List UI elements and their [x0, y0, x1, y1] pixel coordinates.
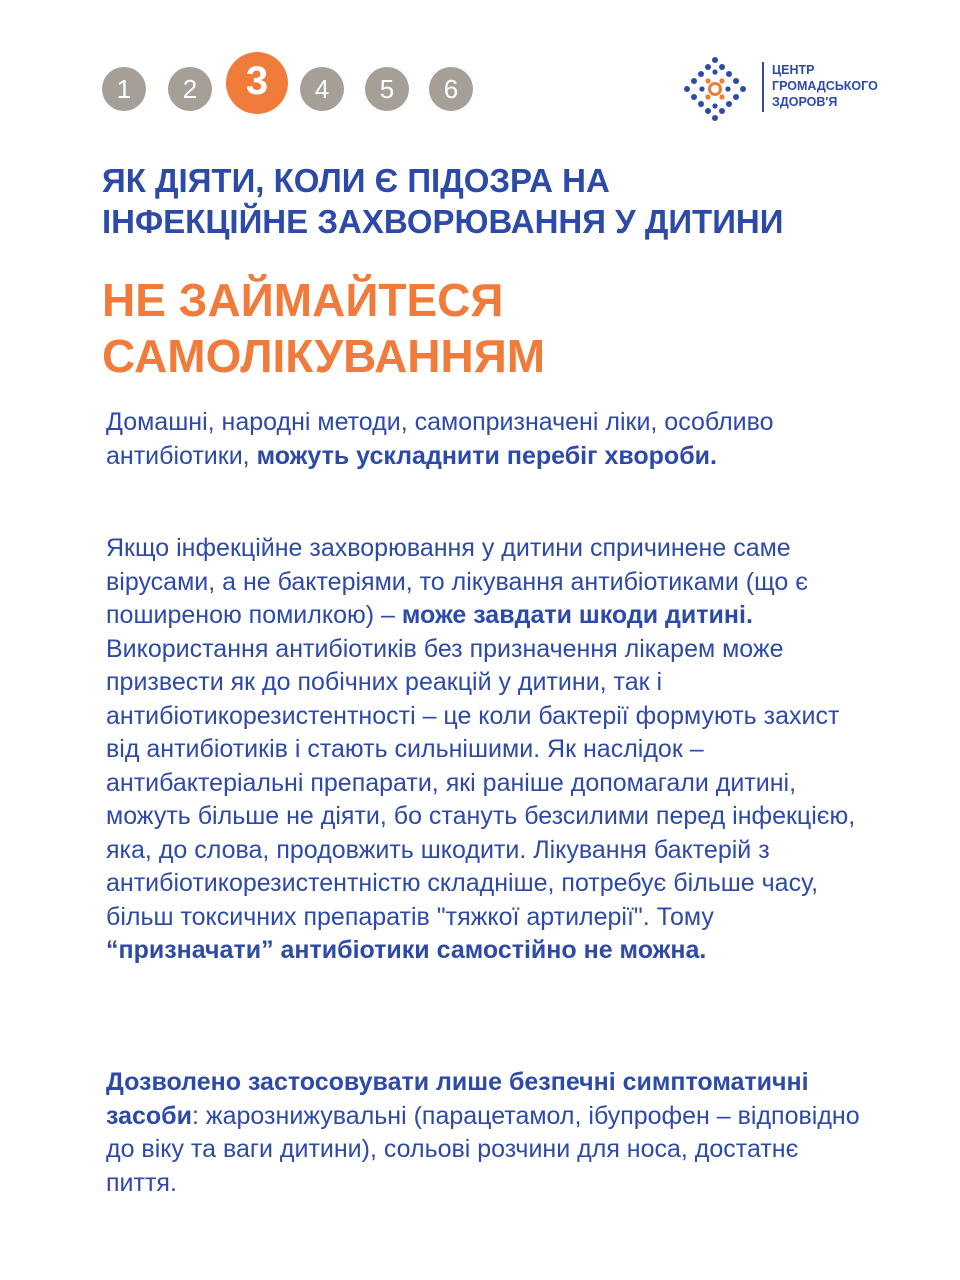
logo-text — [772, 62, 878, 110]
logo-text-line-1: ЦЕНТР — [772, 63, 815, 77]
section-headline — [102, 272, 892, 384]
paragraph-2-text-2: Використання антибіотиків без призначення лікарем може призвести як до побічних реакцій у дитини, так і антибіотикорезистентності – це коли бактерії формують захист від антибіотиків і стають сильнішими. Як наслідок – антибактеріальні препарати, які раніше допомагали дитині, можуть більше не діяти, бо стануть безсилими перед інфекцією, яка, до слова, продовжить шкодити. Лікування бактерій з антибіотикорезистентністю складніше, потребує більше часу, більш токсичних препаратів "тяжкої артилерії". Тому — [106, 634, 856, 931]
paragraph-1-emphasis: можуть ускладнити перебіг хвороби. — [256, 441, 717, 470]
section-headline-line-2: САМОЛІКУВАННЯМ — [102, 330, 546, 382]
page-dot-4[interactable]: 4 — [300, 67, 344, 111]
paragraph-2-emphasis-1: може завдати шкоди дитині. — [401, 601, 753, 629]
logo-divider — [762, 62, 764, 112]
page-dot-1[interactable]: 1 — [102, 67, 146, 111]
page-title-line-2: ІНФЕКЦІЙНЕ ЗАХВОРЮВАННЯ У ДИТИНИ — [102, 203, 784, 240]
page-title — [102, 160, 892, 242]
logo-text-line-2: ГРОМАДСЬКОГО — [772, 79, 878, 93]
paragraph-home-remedies — [106, 406, 876, 473]
page-indicator — [102, 52, 482, 122]
paragraph-allowed-remedies — [106, 1066, 876, 1200]
paragraph-2-emphasis-2: “призначати” антибіотики самостійно не можна. — [106, 936, 707, 964]
page-dot-3-current[interactable]: 3 — [226, 52, 288, 114]
section-headline-line-1: НЕ ЗАЙМАЙТЕСЯ — [102, 274, 504, 326]
paragraph-3-text: : жарознижувальні (парацетамол, ібупрофен – відповідно до віку та ваги дитини), сольові розчини для носа, достатнє пиття. — [106, 1101, 860, 1197]
page-title-line-1: ЯК ДІЯТИ, КОЛИ Є ПІДОЗРА НА — [102, 162, 610, 199]
logo-text-line-3: ЗДОРОВ'Я — [772, 95, 838, 109]
paragraph-1-text: Домашні, народні методи, самопризначені ліки, особливо антибіотики, — [106, 408, 774, 470]
paragraph-3-emphasis: Дозволено застосовувати лише безпечні симптоматичні засоби — [106, 1068, 809, 1130]
page-dot-6[interactable]: 6 — [429, 67, 473, 111]
page-dot-2[interactable]: 2 — [168, 67, 212, 111]
logo-diamond-icon — [680, 54, 750, 124]
page-dot-5[interactable]: 5 — [365, 67, 409, 111]
paragraph-2-text-1: Якщо інфекційне захворювання у дитини спричинене саме вірусами, а не бактеріями, то лікування антибіотиками (що є поширеною помилкою) – — [106, 534, 808, 629]
org-logo — [680, 54, 880, 124]
paragraph-antibiotics — [106, 532, 876, 968]
